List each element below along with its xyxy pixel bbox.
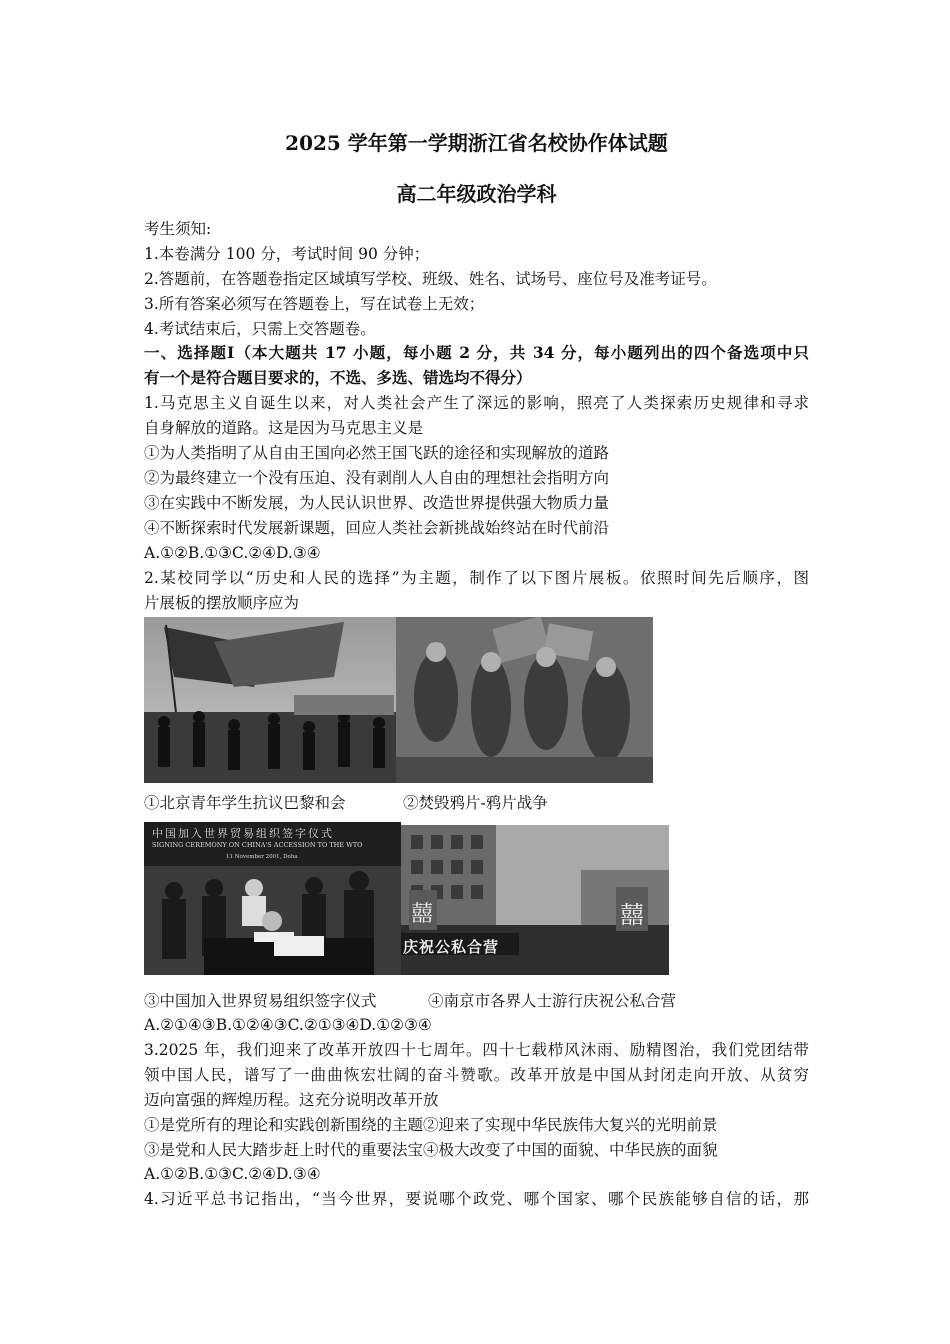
photo-caption-1: ①北京青年学生抗议巴黎和会 bbox=[144, 794, 346, 812]
photo-caption-3: ③中国加入世界贸易组织签字仪式 bbox=[144, 992, 377, 1010]
exam-subject-title: 高二年级政治学科 bbox=[396, 182, 557, 206]
question-3-option: ①是党所有的理论和实践创新围绕的主题②迎来了实现中华民族伟大复兴的光明前景 bbox=[144, 1116, 718, 1134]
question-3-stem: 3.2025 年，我们迎来了改革开放四十七周年。四十七载栉风沐雨、励精图治，我们党团结带 bbox=[144, 1041, 809, 1059]
question-2-answers: A.②①④③B.①②④③C.②①③④D.①②③④ bbox=[144, 1016, 432, 1034]
question-3-stem: 领中国人民，谱写了一曲曲恢宏壮阔的奋斗赞歌。改革开放是中国从封闭走向开放、从贫穷 bbox=[144, 1066, 809, 1084]
question-3-option: ③是党和人民大踏步赶上时代的重要法宝④极大改变了中国的面貌、中华民族的面貌 bbox=[144, 1141, 718, 1159]
photo-wto-signing bbox=[144, 822, 401, 975]
photo-parade-sign: 庆祝公私合营 bbox=[403, 938, 500, 956]
question-2-stem: 片展板的摆放顺序应为 bbox=[144, 594, 300, 612]
photo-caption-2: ②焚毁鸦片-鸦片战争 bbox=[403, 794, 548, 812]
question-1-option: ①为人类指明了从自由王国向必然王国飞跃的途径和实现解放的道路 bbox=[144, 444, 610, 462]
question-1-option: ②为最终建立一个没有压迫、没有剥削人人自由的理想社会指明方向 bbox=[144, 469, 610, 487]
photo-banner-date: 11 November 2001, Doha bbox=[226, 854, 298, 860]
question-1-stem: 1.马克思主义自诞生以来，对人类社会产生了深远的影响，照亮了人类探索历史规律和寻求 bbox=[144, 394, 809, 412]
photo-banner-chinese: 中国加入世界贸易组织签字仪式 bbox=[152, 827, 334, 840]
photo-opium-destruction bbox=[396, 617, 653, 783]
photo-parade-char-left: 囍 bbox=[411, 902, 434, 927]
question-3-answers: A.①②B.①③C.②④D.③④ bbox=[144, 1165, 321, 1183]
notice-item: 4.考试结束后，只需上交答题卷。 bbox=[144, 320, 376, 338]
question-1-stem: 自身解放的道路。这是因为马克思主义是 bbox=[144, 419, 424, 437]
question-4-stem: 4.习近平总书记指出，“当今世界，要说哪个政党、哪个国家、哪个民族能够自信的话，那 bbox=[144, 1190, 809, 1208]
question-1-option: ③在实践中不断发展，为人民认识世界、改造世界提供强大物质力量 bbox=[144, 494, 610, 512]
section-heading-line: 一、选择题Ⅰ（本大题共 17 小题，每小题 2 分，共 34 分，每小题列出的四个备选项中只 bbox=[144, 343, 809, 362]
section-heading-line: 有一个是符合题目要求的，不选、多选、错选均不得分） bbox=[144, 368, 532, 387]
photo-may-fourth-protest bbox=[144, 617, 396, 783]
exam-title: 2025 学年第一学期浙江省名校协作体试题 bbox=[285, 131, 668, 155]
question-2-stem: 2.某校同学以“历史和人民的选择”为主题，制作了以下图片展板。依照时间先后顺序，图 bbox=[144, 569, 809, 587]
photo-banner-english: SIGNING CEREMONY ON CHINA'S ACCESSION TO THE WTO bbox=[152, 841, 363, 849]
photo-parade-char-right: 囍 bbox=[620, 901, 644, 929]
photo-caption-4: ④南京市各界人士游行庆祝公私合营 bbox=[428, 992, 677, 1010]
photo-nanjing-parade bbox=[401, 825, 669, 975]
question-3-stem: 迈向富强的辉煌历程。这充分说明改革开放 bbox=[144, 1091, 439, 1109]
notice-item: 3.所有答案必须写在答题卷上，写在试卷上无效； bbox=[144, 295, 485, 313]
question-1-option: ④不断探索时代发展新课题，回应人类社会新挑战始终站在时代前沿 bbox=[144, 519, 610, 537]
question-1-answers: A.①②B.①③C.②④D.③④ bbox=[144, 544, 321, 562]
notice-heading: 考生须知: bbox=[144, 220, 212, 238]
notice-item: 1.本卷满分 100 分，考试时间 90 分钟； bbox=[144, 245, 430, 263]
notice-item: 2.答题前，在答题卷指定区域填写学校、班级、姓名、试场号、座位号及准考证号。 bbox=[144, 270, 717, 288]
